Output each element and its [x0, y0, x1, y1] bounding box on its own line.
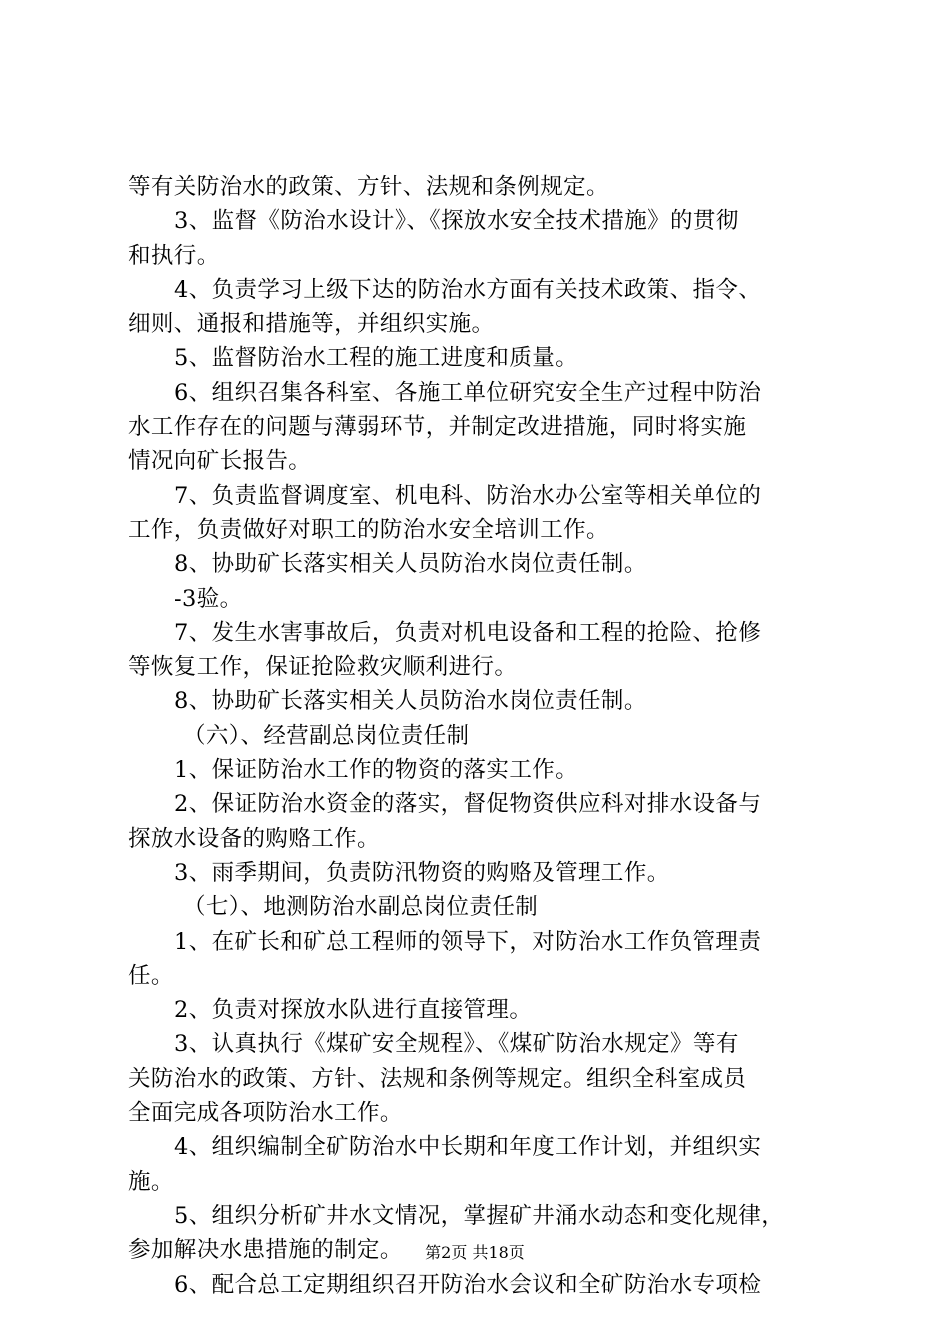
text-line: 关防治水的政策、方针、法规和条例等规定。组织全科室成员	[128, 1065, 747, 1092]
text-line: 全面完成各项防治水工作。	[128, 1100, 403, 1127]
text-line: -3验。	[174, 585, 243, 612]
text-line: 4、负责学习上级下达的防治水方面有关技术政策、指令、	[174, 276, 762, 303]
text-line: 1、在矿长和矿总工程师的领导下，对防治水工作负管理责	[174, 928, 762, 955]
text-line: 任。	[128, 962, 174, 989]
text-line: 参加解决水患措施的制定。	[128, 1237, 403, 1264]
text-line: 2、保证防治水资金的落实，督促物资供应科对排水设备与	[174, 791, 762, 818]
text-line: 6、配合总工定期组织召开防治水会议和全矿防治水专项检	[174, 1271, 762, 1298]
text-line: 等恢复工作，保证抢险救灾顺利进行。	[128, 654, 518, 681]
text-line: 7、发生水害事故后，负责对机电设备和工程的抢险、抢修	[174, 619, 762, 646]
text-line: 4、组织编制全矿防治水中长期和年度工作计划，并组织实	[174, 1134, 762, 1161]
page-number-footer: 第2页 共18页	[425, 1243, 525, 1262]
text-line: 6、组织召集各科室、各施工单位研究安全生产过程中防治	[174, 379, 762, 406]
text-line: 5、监督防治水工程的施工进度和质量。	[174, 345, 579, 372]
text-line: （七）、地测防治水副总岗位责任制	[183, 894, 539, 921]
text-line: 3、雨季期间，负责防汛物资的购赂及管理工作。	[174, 859, 670, 886]
text-line: 水工作存在的问题与薄弱环节，并制定改进措施，同时将实施	[128, 414, 747, 441]
text-line: 细则、通报和措施等，并组织实施。	[128, 311, 495, 338]
text-line: （六）、经营副总岗位责任制	[183, 722, 470, 749]
text-line: 1、保证防治水工作的物资的落实工作。	[174, 757, 579, 784]
text-line: 和执行。	[128, 242, 220, 269]
document-body	[128, 170, 828, 1302]
text-line: 2、负责对探放水队进行直接管理。	[174, 997, 533, 1024]
text-line: 等有关防治水的政策、方针、法规和条例规定。	[128, 174, 609, 200]
text-line: 3、监督《防治水设计》、《探放水安全技术措施》的贯彻	[174, 208, 739, 235]
text-line: 施。	[128, 1168, 174, 1195]
text-line: 8、协助矿长落实相关人员防治水岗位责任制。	[174, 688, 647, 715]
text-line: 工作，负责做好对职工的防治水安全培训工作。	[128, 516, 609, 543]
text-line: 8、协助矿长落实相关人员防治水岗位责任制。	[174, 551, 647, 578]
text-line: 情况向矿长报告。	[128, 448, 312, 475]
text-line: 7、负责监督调度室、机电科、防治水办公室等相关单位的	[174, 482, 762, 509]
text-line: 5、组织分析矿井水文情况，掌握矿井涌水动态和变化规律，	[174, 1202, 785, 1229]
text-line: 探放水设备的购赂工作。	[128, 825, 380, 852]
text-line: 3、认真执行《煤矿安全规程》、《煤矿防治水规定》等有	[174, 1031, 739, 1058]
